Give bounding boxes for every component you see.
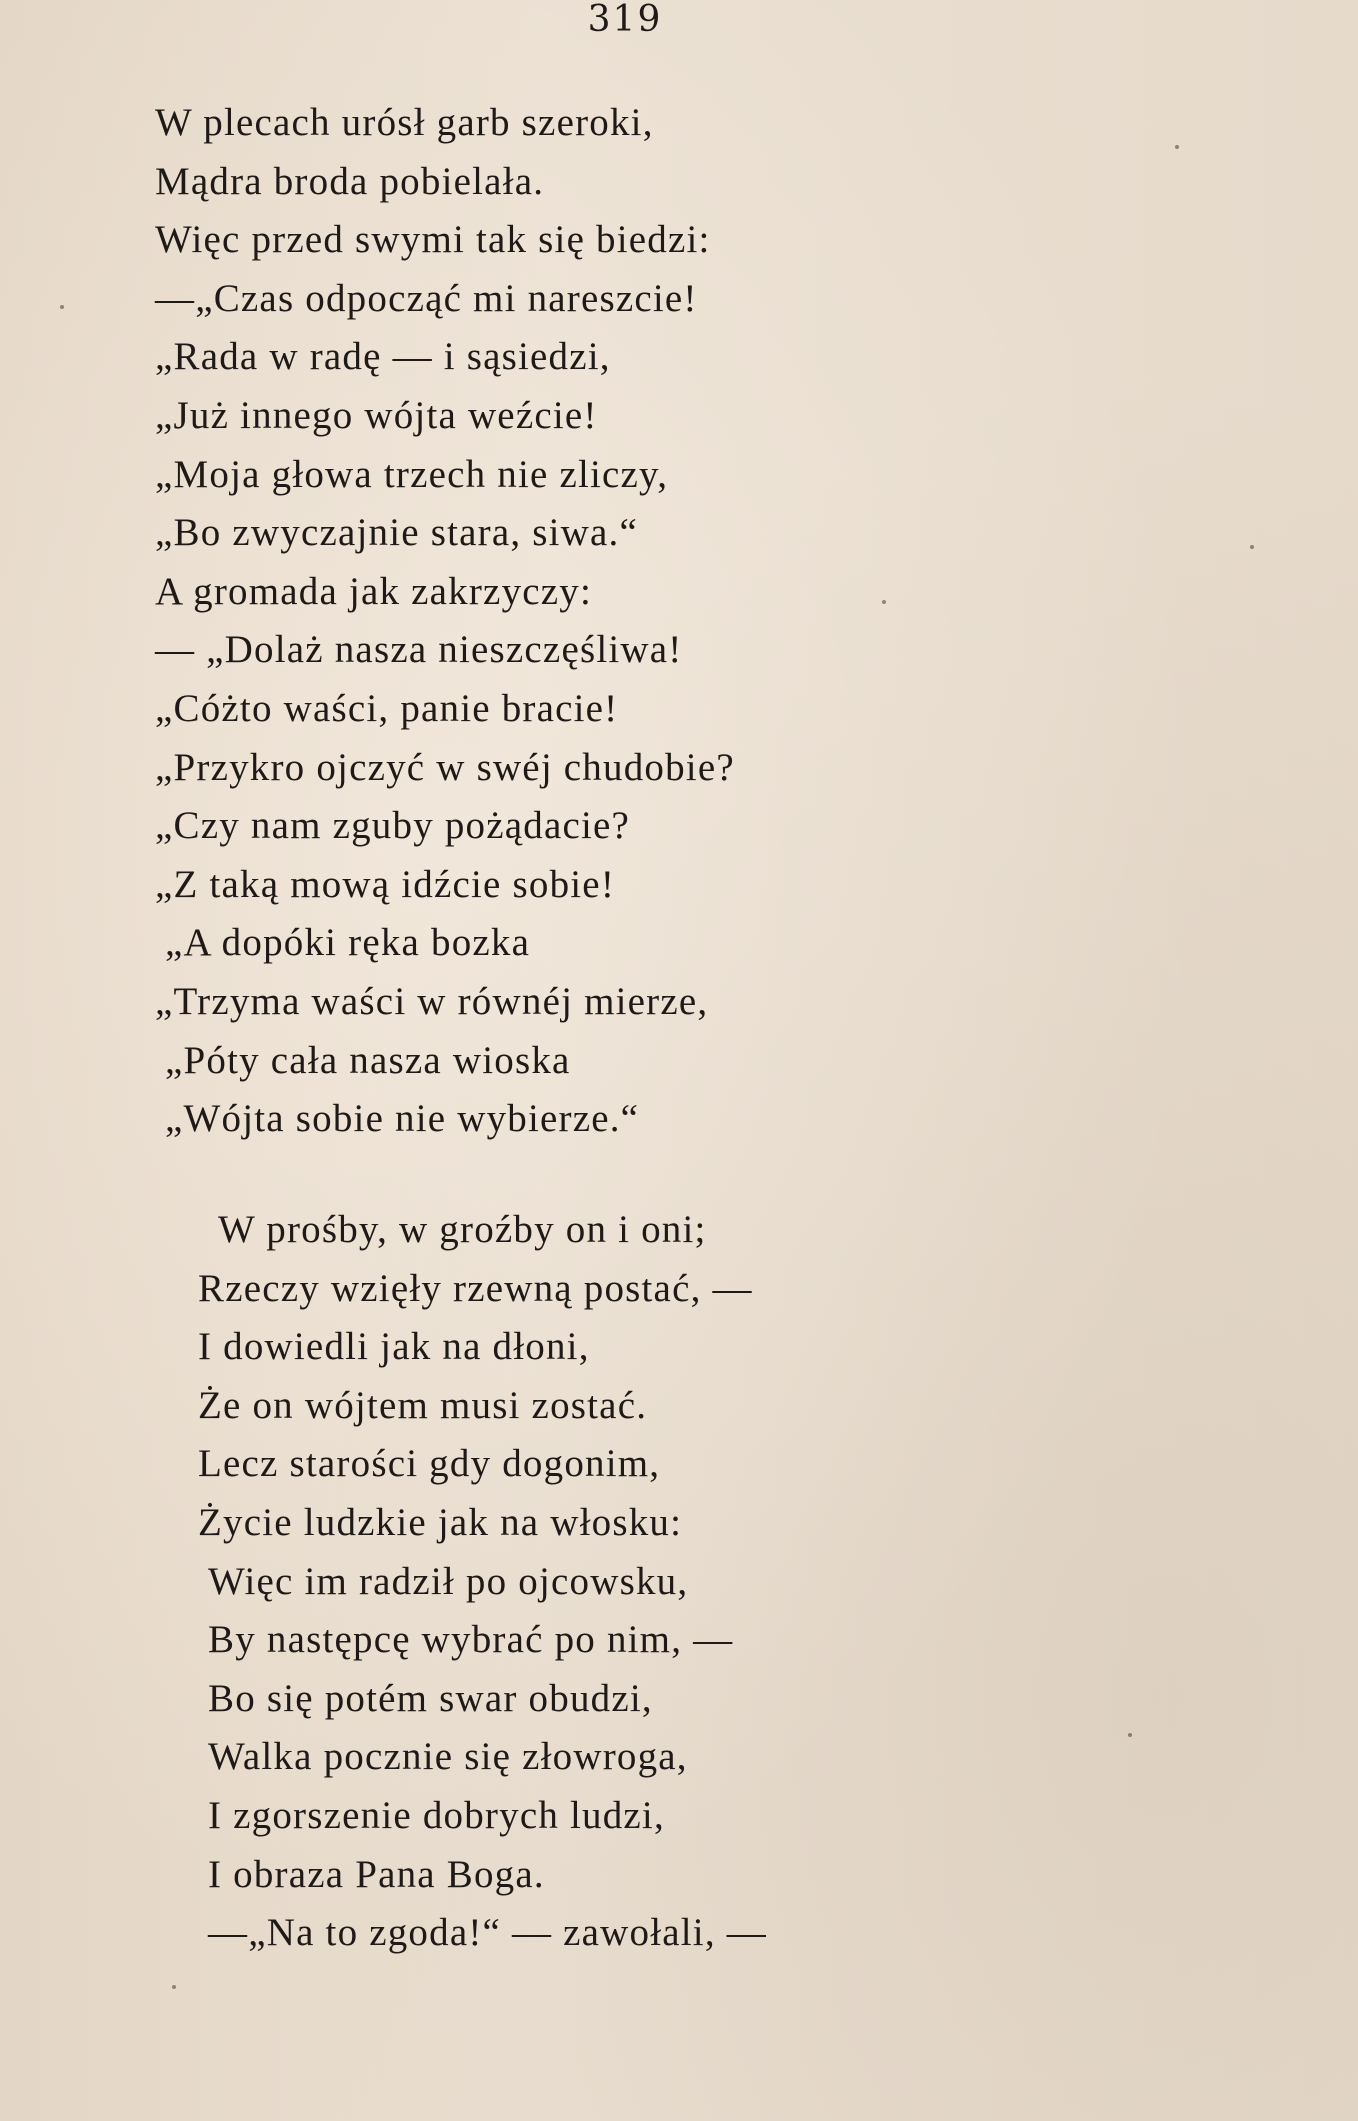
verse-line: Lecz starości gdy dogonim, <box>198 1442 661 1486</box>
verse-line: Że on wójtem musi zostać. <box>198 1383 648 1427</box>
verse-line: —„Czas odpocząć mi nareszcie! <box>155 276 698 320</box>
page-number: 319 <box>587 0 663 40</box>
stanza-1 <box>155 94 735 1149</box>
verse-line: —„Na to zgoda!“ — zawołali, — <box>208 1911 767 1955</box>
verse-line: Bo się potém swar obudzi, <box>208 1676 653 1720</box>
verse-line: „Już innego wójta weźcie! <box>155 393 598 437</box>
verse-line: I dowiedli jak na dłoni, <box>198 1325 590 1369</box>
paper-speck <box>1175 145 1179 149</box>
paper-speck <box>172 1985 176 1989</box>
verse-line: „Przykro ojczyć w swéj chudobie? <box>155 745 735 789</box>
stanza-2 <box>198 1201 767 1963</box>
verse-line: Walka pocznie się złowroga, <box>208 1735 688 1779</box>
paper-speck <box>882 600 886 604</box>
verse-line: „Rada w radę — i sąsiedzi, <box>155 335 611 379</box>
verse-line: Więc im radził po ojcowsku, <box>208 1559 689 1603</box>
verse-line: „Bo zwyczajnie stara, siwa.“ <box>155 511 638 555</box>
verse-line: Rzeczy wzięły rzewną postać, — <box>198 1266 753 1310</box>
verse-line: „Póty cała nasza wioska <box>165 1038 571 1082</box>
paper-speck <box>1250 545 1254 549</box>
paper-speck <box>1128 1733 1132 1737</box>
verse-line: Życie ludzkie jak na włosku: <box>198 1500 683 1544</box>
verse-line: A gromada jak zakrzyczy: <box>155 569 593 613</box>
verse-line: I zgorszenie dobrych ludzi, <box>208 1793 665 1837</box>
verse-line: Więc przed swymi tak się biedzi: <box>155 218 711 262</box>
verse-line: „A dopóki ręka bozka <box>165 921 531 965</box>
verse-line: By następcę wybrać po nim, — <box>208 1618 734 1662</box>
verse-line: „Wójta sobie nie wybierze.“ <box>165 1097 640 1141</box>
verse-line: Mądra broda pobielała. <box>155 159 545 203</box>
verse-line: I obraza Pana Boga. <box>208 1852 545 1896</box>
verse-line: „Cóżto waści, panie bracie! <box>155 686 619 730</box>
verse-line: „Czy nam zguby pożądacie? <box>155 804 631 848</box>
verse-line: W plecach urósł garb szeroki, <box>155 101 654 144</box>
verse-line: W prośby, w groźby on i oni; <box>218 1208 707 1251</box>
verse-line: — „Dolaż nasza nieszczęśliwa! <box>155 628 683 672</box>
verse-line: „Z taką mową idźcie sobie! <box>155 862 616 906</box>
verse-line: „Trzyma waści w równéj mierze, <box>155 979 709 1023</box>
verse-line: „Moja głowa trzech nie zliczy, <box>155 452 669 496</box>
paper-speck <box>60 305 64 309</box>
